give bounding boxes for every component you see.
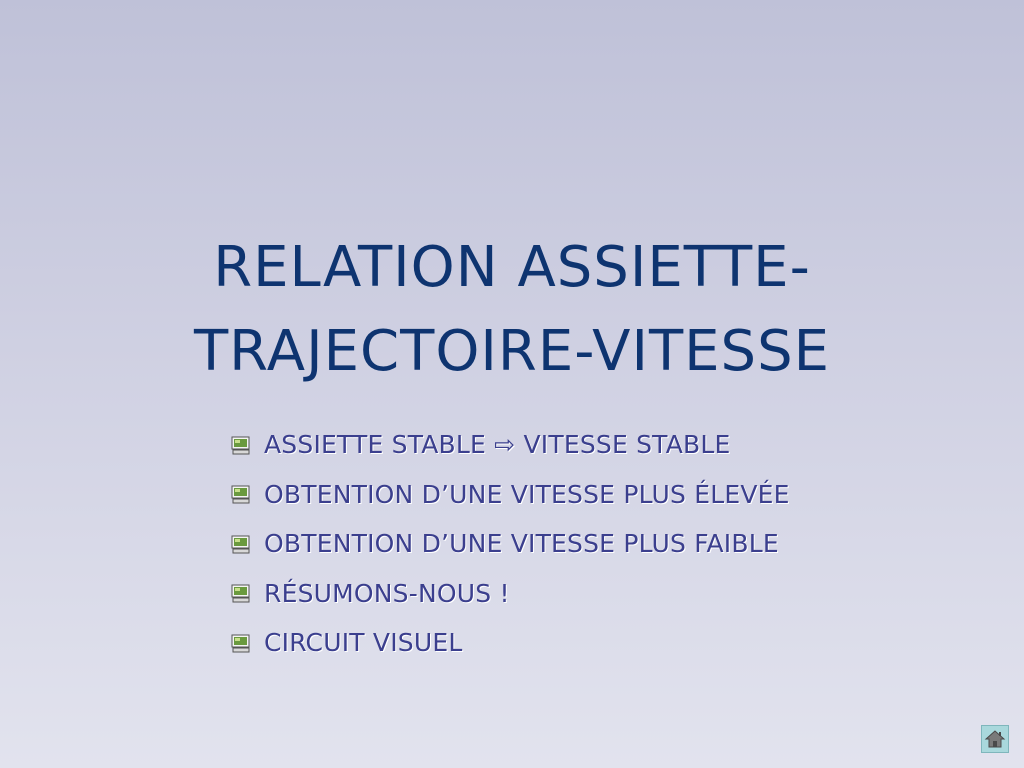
slide-title-line-2: TRAJECTOIRE-VITESSE [193,318,831,384]
slide-title [60,226,964,394]
menu-item-label: RÉSUMONS-NOUS ! [264,578,510,608]
menu-item-assiette-stable[interactable] [230,420,790,470]
menu-item-resumons-nous[interactable] [230,569,790,619]
monitor-icon [230,434,252,456]
menu-item-label: OBTENTION D’UNE VITESSE PLUS FAIBLE [264,529,779,559]
menu-item-label: CIRCUIT VISUEL [264,628,463,658]
menu-item-circuit-visuel[interactable] [230,618,790,668]
navigation-menu [230,420,790,668]
menu-item-vitesse-plus-faible[interactable] [230,519,790,569]
home-button[interactable] [981,725,1009,753]
monitor-icon [230,582,252,604]
monitor-icon [230,483,252,505]
home-icon [982,726,1008,752]
monitor-icon [230,533,252,555]
monitor-icon [230,632,252,654]
menu-item-vitesse-plus-elevee[interactable] [230,470,790,520]
menu-item-label: OBTENTION D’UNE VITESSE PLUS ÉLEVÉE [264,479,790,509]
menu-item-label: ASSIETTE STABLE ⇨ VITESSE STABLE [264,430,731,460]
slide-title-line-1: RELATION ASSIETTE- [213,234,811,300]
